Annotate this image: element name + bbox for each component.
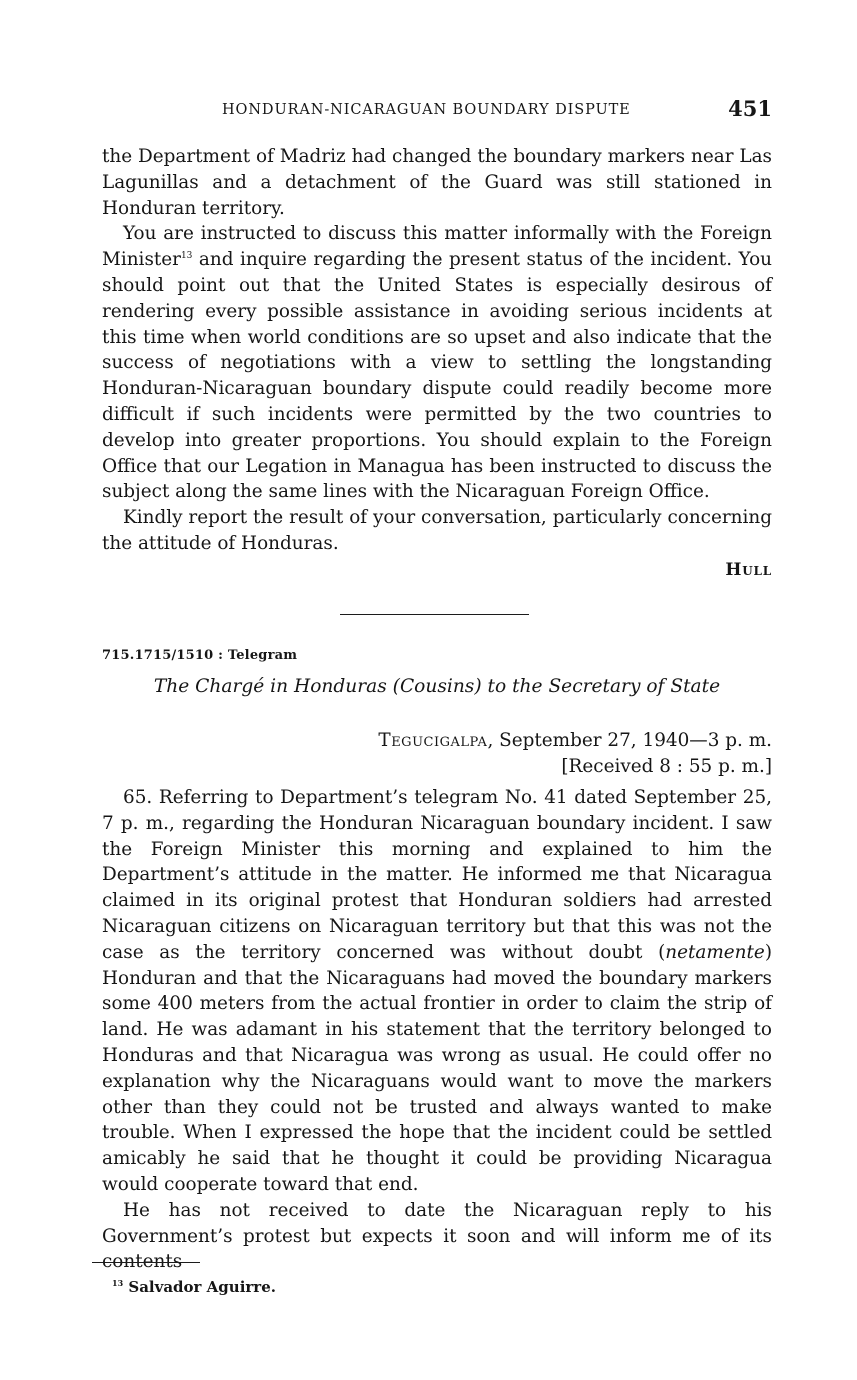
footnote-divider <box>92 1262 200 1263</box>
signature: Hull <box>725 560 772 580</box>
footnote-reference[interactable]: 13 <box>180 251 193 262</box>
heading-text: ) to the Secretary of State <box>474 676 721 697</box>
telegram-body <box>102 785 772 1275</box>
paragraph-reply: He has not received to date the Nicaraguan reply to his Government’s protest but expects it soon and will inform me of its contents <box>102 1199 772 1273</box>
dateline-sent <box>378 728 772 754</box>
paragraph-request: Kindly report the result of your conversation, particularly concerning the attitude of Honduras. <box>102 507 772 554</box>
heading-name: Cousins <box>399 676 475 697</box>
paragraph-text: You are instructed to discuss this matter informally with the Foreign Minister <box>102 223 772 271</box>
footnote-text: Salvador Aguirre. <box>123 1278 276 1296</box>
italic-term: netamente <box>665 941 765 963</box>
running-head <box>102 96 772 126</box>
file-reference: 715.1715/1510 : Telegram <box>102 648 298 663</box>
paragraph-text: 65. Referring to Department’s telegram No. 41 dated September 25, 7 p. m., regarding the Honduran Nicaraguan boundary incident. I saw the Foreign Minister this morning and explained to him the Department’s attitude in the matter. He informed me that Nicaragua claimed in its original protest that Honduran soldiers had arrested Nicaraguan citizens on Nicaraguan territory but that this was not the case as the territory concerned was without doubt ( <box>102 787 772 963</box>
paragraph-text: and inquire regarding the present status of the incident. You should point out that the United States is especially desirous of rendering every possible assistance in avoiding serious incidents at this time when world conditions are so upset and also indicate that the success of negotiations with a view to settling the longstanding Honduran-Nicaraguan boundary dispute could readily become more difficult if such incidents were permitted by the two countries to develop into greater proportions. You should explain to the Foreign Office that our Legation in Managua has been instructed to discuss the subject along the same lines with the Nicaraguan Foreign Office. <box>102 249 772 503</box>
paragraph-text: ) Honduran and that the Nicaraguans had moved the boundary markers some 400 meters from the actual frontier in order to claim the strip of land. He was adamant in his statement that the territory belonged to Honduras and that Nicaragua was wrong as usual. He could offer no explanation why the Nicaraguans would want to move the markers other than they could not be trusted and always wanted to make trouble. When I expressed the hope that the incident could be settled amicably he said that he thought it could be providing Nicaragua would cooperate toward that end. <box>102 941 772 1195</box>
dateline-place: Tegucigalpa <box>378 730 488 751</box>
paragraph-instruction <box>102 221 772 505</box>
section-divider <box>340 614 529 615</box>
dateline-received: [Received 8 : 55 p. m.] <box>561 756 772 777</box>
footnote-marker: 13 <box>112 1278 124 1288</box>
paragraph-report <box>102 785 772 1198</box>
heading-text: The Chargé in Honduras ( <box>153 676 400 697</box>
instruction-body <box>102 144 772 557</box>
document-heading <box>102 676 772 697</box>
footnote <box>112 1278 276 1296</box>
dateline-date: , September 27, 1940—3 p. m. <box>487 730 772 751</box>
paragraph-continuation: the Department of Madriz had changed the boundary markers near Las Lagunillas and a detachment of the Guard was still stationed in Honduran territory. <box>102 146 772 219</box>
page-number: 451 <box>728 96 772 121</box>
dateline <box>378 728 772 780</box>
running-title: HONDURAN-NICARAGUAN BOUNDARY DISPUTE <box>222 102 631 118</box>
